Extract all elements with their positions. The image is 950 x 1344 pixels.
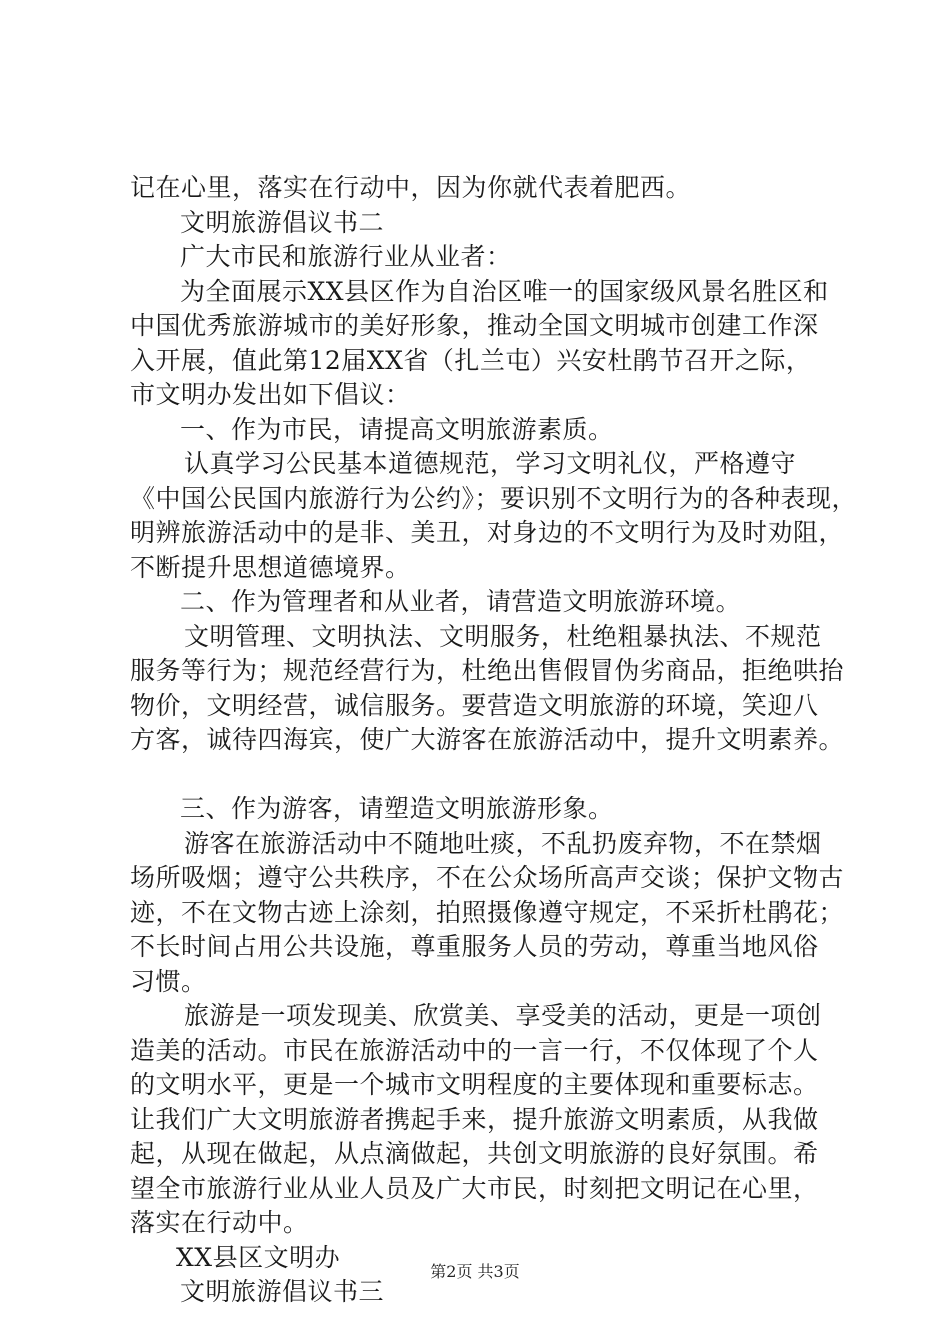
text-line: 不断提升思想道德境界。 xyxy=(130,552,411,582)
text-line: 服务等行为；规范经营行为，杜绝出售假冒伪劣商品，拒绝哄抬 xyxy=(130,656,845,685)
text-line: 落实在行动中。 xyxy=(130,1208,309,1237)
section-title: 文明旅游倡议书二 xyxy=(180,207,385,237)
text-line: 迹，不在文物古迹上涂刻，拍照摄像遵守规定，不采折杜鹃花； xyxy=(130,897,845,927)
text-line: 《中国公民国内旅游行为公约》；要识别不文明行为的各种表现， xyxy=(130,483,858,513)
text-line: 物价，文明经营，诚信服务。要营造文明旅游的环境，笑迎八 xyxy=(130,690,819,720)
salutation: 广大市民和旅游行业从业者： xyxy=(180,242,512,271)
text-line: 认真学习公民基本道德规范，学习文明礼仪，严格遵守 xyxy=(184,449,797,478)
subheading: 一、作为市民，请提高文明旅游素质。 xyxy=(180,414,614,444)
text-line: 为全面展示XX县区作为自治区唯一的国家级风景名胜区和 xyxy=(180,276,829,306)
text-line: 让我们广大文明旅游者携起手来，提升旅游文明素质，从我做 xyxy=(130,1104,819,1134)
text-line: 记在心里，落实在行动中，因为你就代表着肥西。 xyxy=(130,173,692,202)
paragraph-gap xyxy=(130,758,830,793)
text-line: 场所吸烟；遵守公共秩序，不在公众场所高声交谈；保护文物古 xyxy=(130,863,845,892)
page-footer: 第2页 共3页 xyxy=(430,1262,520,1281)
text-line: 市文明办发出如下倡议： xyxy=(130,380,411,409)
text-line: 游客在旅游活动中不随地吐痰，不乱扔废弃物，不在禁烟 xyxy=(184,828,822,858)
signature-line: XX县区文明办 xyxy=(176,1242,341,1272)
text-line: 中国优秀旅游城市的美好形象，推动全国文明城市创建工作深 xyxy=(130,311,819,340)
subheading: 三、作为游客，请塑造文明旅游形象。 xyxy=(180,794,614,823)
text-line: 习惯。 xyxy=(130,966,207,996)
text-line: 文明管理、文明执法、文明服务，杜绝粗暴执法、不规范 xyxy=(184,621,822,651)
text-line: 起，从现在做起，从点滴做起，共创文明旅游的良好氛围。希 xyxy=(130,1139,819,1168)
text-line: 望全市旅游行业从业人员及广大市民，时刻把文明记在心里， xyxy=(130,1173,819,1203)
document-body xyxy=(130,171,858,1310)
text-line: 入开展，值此第12届XX省（扎兰屯）兴安杜鹃节召开之际， xyxy=(130,345,812,375)
text-line: 方客，诚待四海宾，使广大游客在旅游活动中，提升文明素养。 xyxy=(130,725,845,754)
subheading: 二、作为管理者和从业者，请营造文明旅游环境。 xyxy=(180,587,742,616)
text-line: 明辨旅游活动中的是非、美丑，对身边的不文明行为及时劝阻， xyxy=(130,518,845,547)
section-title: 文明旅游倡议书三 xyxy=(180,1277,385,1306)
text-line: 不长时间占用公共设施，尊重服务人员的劳动，尊重当地风俗 xyxy=(130,932,819,961)
text-line: 造美的活动。市民在旅游活动中的一言一行，不仅体现了个人 xyxy=(130,1035,819,1065)
text-line: 旅游是一项发现美、欣赏美、享受美的活动，更是一项创 xyxy=(184,1001,822,1030)
text-line: 的文明水平，更是一个城市文明程度的主要体现和重要标志。 xyxy=(130,1070,819,1099)
